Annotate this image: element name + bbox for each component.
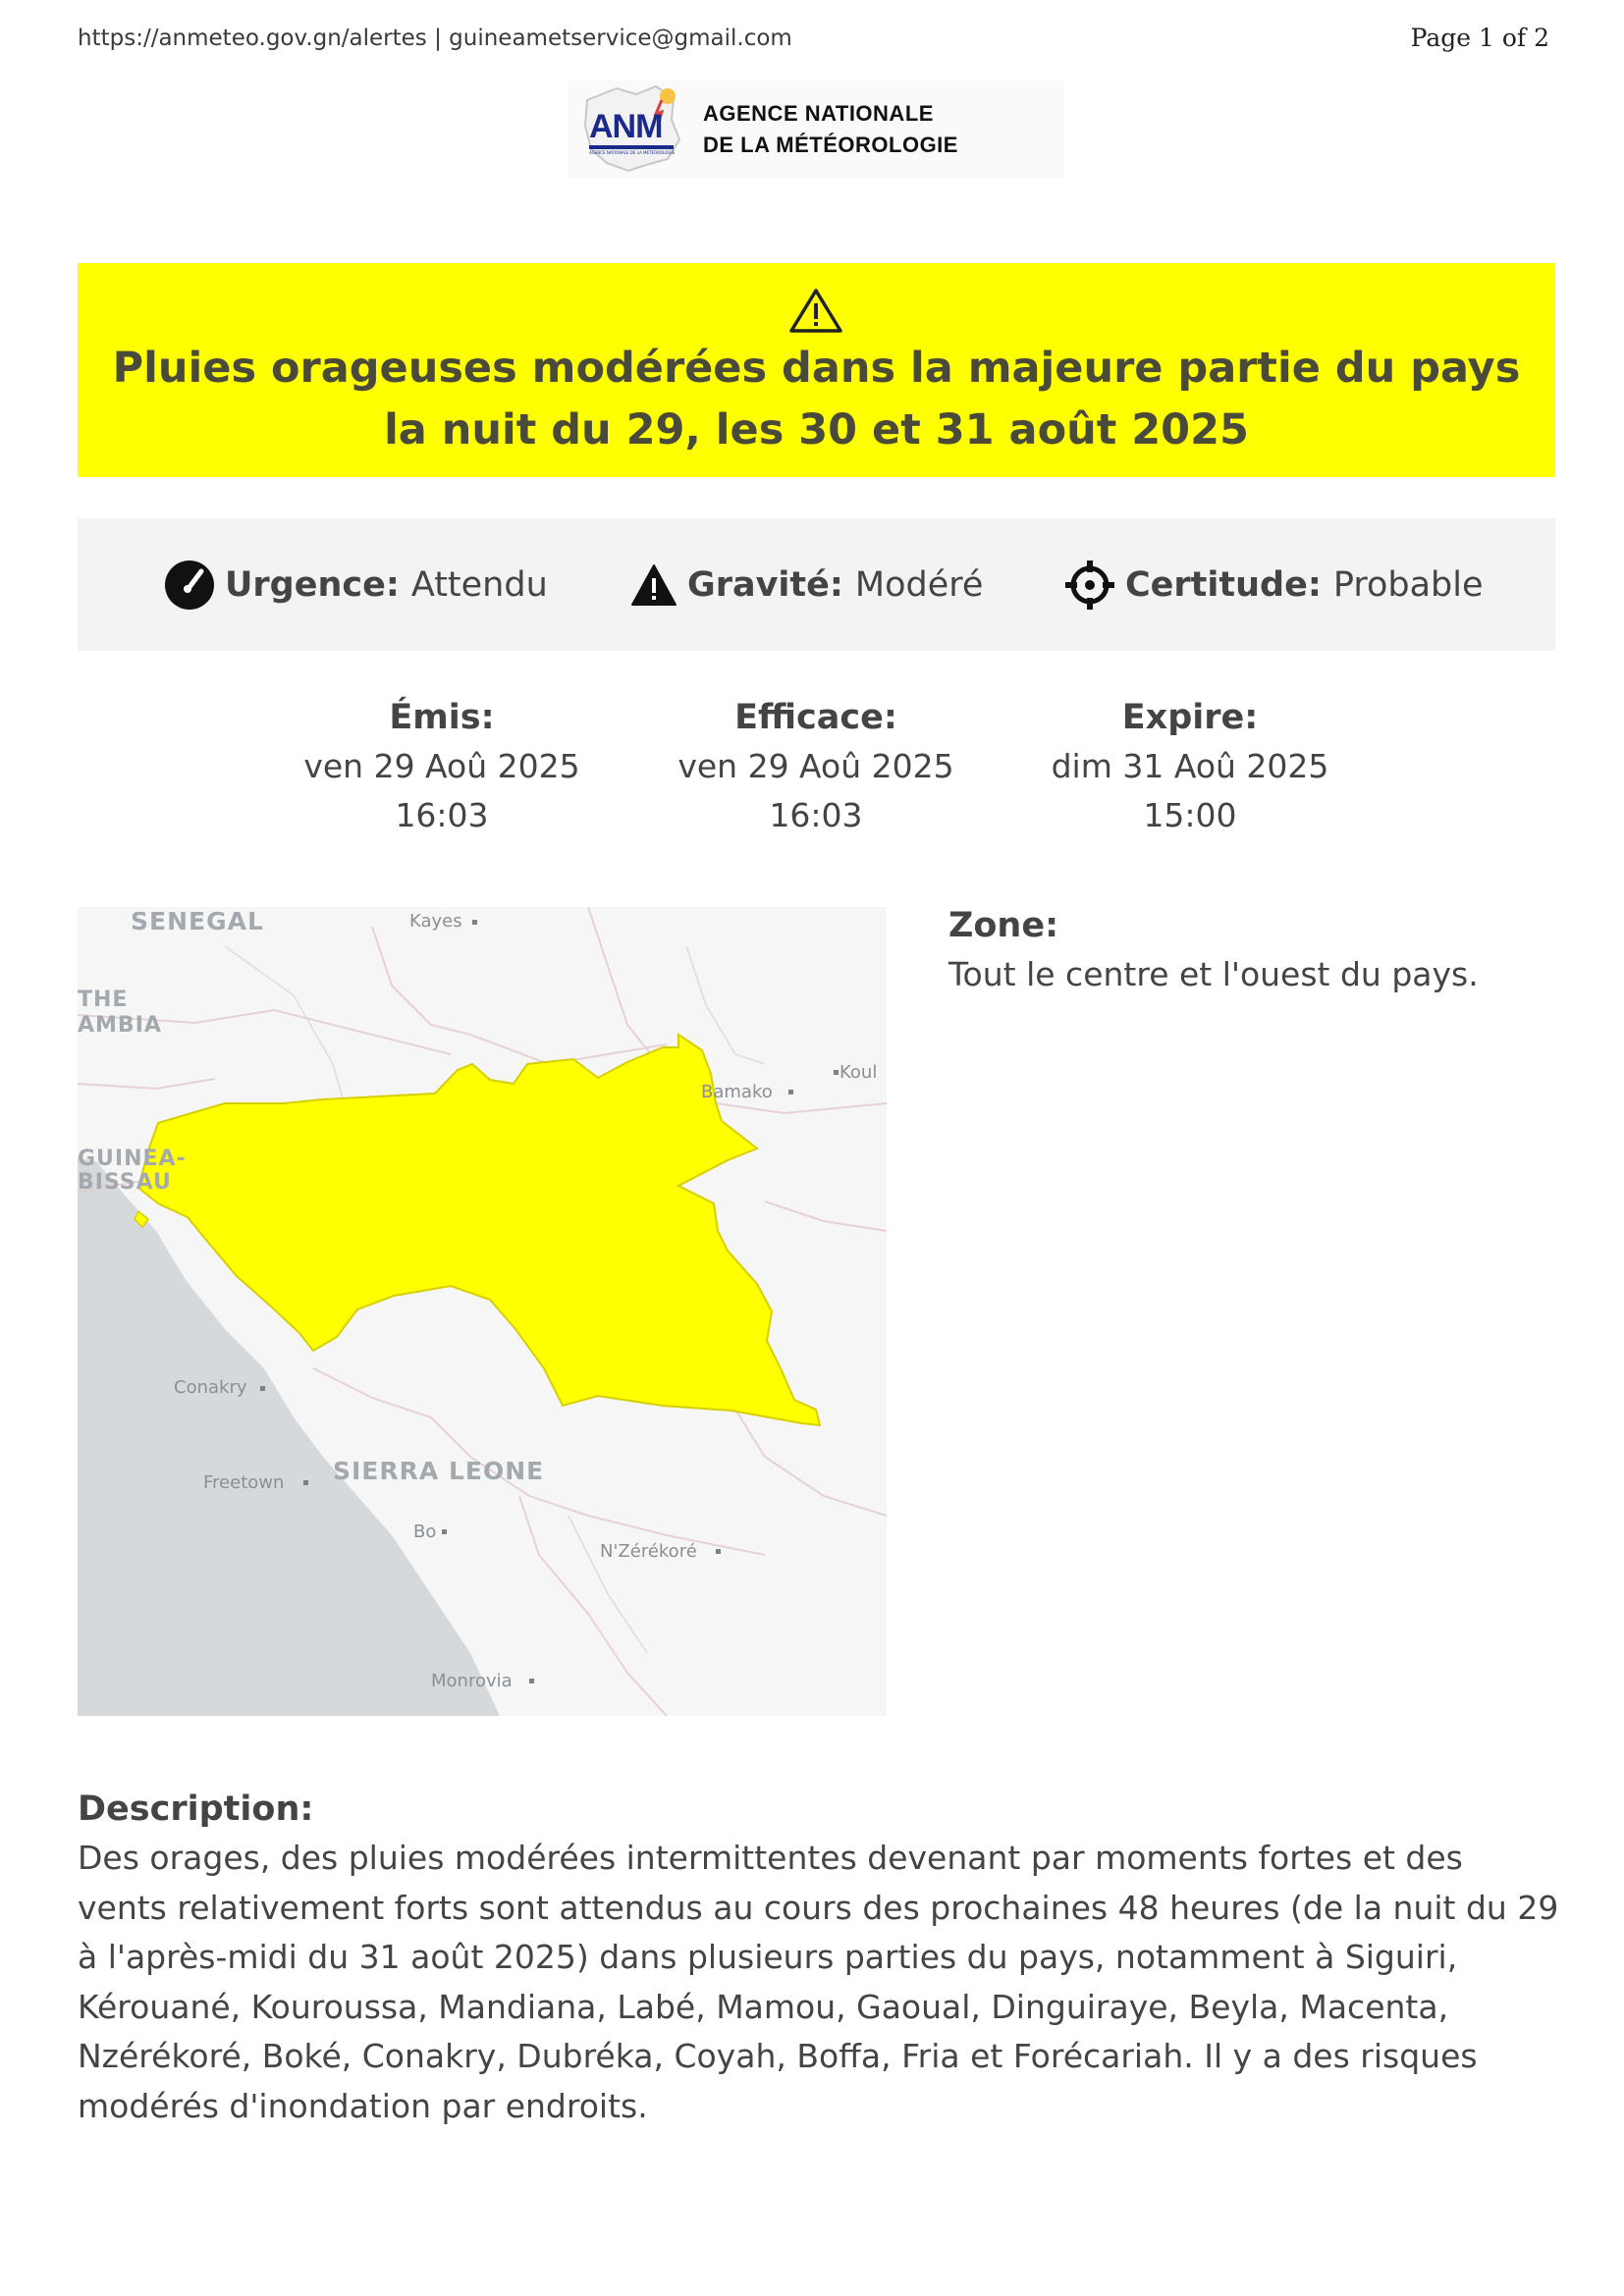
warning-triangle-icon <box>788 287 843 334</box>
zone-value: Tout le centre et l'ouest du pays. <box>948 955 1479 993</box>
logo-underline <box>589 145 674 149</box>
header-source-line: https://anmeteo.gov.gn/alertes | guineametservice@gmail.com <box>78 26 792 51</box>
map-label-kayes: Kayes <box>409 911 462 932</box>
expires-block <box>1033 693 1347 840</box>
alert-title-line1: Pluies orageuses modérées dans la majeure partie du pays <box>112 344 1521 393</box>
gauge-icon <box>164 560 215 611</box>
agency-name-line2: DE LA MÉTÉOROLOGIE <box>703 133 958 157</box>
issued-time: 16:03 <box>395 796 489 834</box>
urgency-value: Attendu <box>410 565 548 605</box>
map-label-sierra-leone: SIERRA LEONE <box>333 1457 545 1485</box>
crosshair-icon <box>1064 560 1115 611</box>
map-canvas <box>78 907 887 1716</box>
severity-item <box>630 560 983 611</box>
certainty-item <box>1064 560 1484 611</box>
map-label-ambia: AMBIA <box>78 1013 162 1038</box>
agency-name-line1: AGENCE NATIONALE <box>703 101 934 126</box>
map-label-bo: Bo <box>413 1522 437 1542</box>
map-label-bissau: BISSAU <box>78 1170 172 1195</box>
page-indicator: Page 1 of 2 <box>1410 24 1549 52</box>
effective-date: ven 29 Aoû 2025 <box>677 747 954 785</box>
agency-name <box>703 98 958 161</box>
map-label-koul: Koul <box>839 1062 878 1083</box>
issued-label: Émis: <box>389 698 495 737</box>
severity-label: Gravité: <box>687 565 843 605</box>
expires-time: 15:00 <box>1143 796 1237 834</box>
alert-meta-panel <box>78 518 1555 651</box>
map-label-monrovia: Monrovia <box>431 1671 513 1691</box>
zone-block <box>948 901 1479 999</box>
logo-small-text: AGENCE NATIONALE DE LA MÉTÉOROLOGIE <box>589 150 676 155</box>
effective-time: 16:03 <box>769 796 863 834</box>
warning-filled-icon <box>630 563 677 607</box>
alert-title <box>78 338 1555 461</box>
map-label-freetown: Freetown <box>203 1472 285 1493</box>
description-text: Des orages, des pluies modérées intermittentes devenant par moments fortes et des vents relativement forts sont attendus au cours des prochaines 48 heures (de la nuit du 29 à l'après-midi du 31 août 2025) dans plusieurs parties du pays, notamment à Siguiri, Kérouané, Kouroussa, Mandiana, Labé, Mamou, Gaoual, Dinguiraye, Beyla, Macenta, Nzérékoré, Boké, Conakry, Dubréka, Coyah, Boffa, Fria et Forécariah. Il y a des risques modérés d'inondation par endroits. <box>78 1839 1559 2125</box>
alert-title-line2: la nuit du 29, les 30 et 31 août 2025 <box>384 405 1249 454</box>
map-label-senegal: SENEGAL <box>131 907 264 935</box>
map-label-bamako: Bamako <box>701 1082 773 1102</box>
issued-date: ven 29 Aoû 2025 <box>303 747 580 785</box>
agency-logo <box>568 80 1064 179</box>
certainty-label: Certitude: <box>1125 565 1322 605</box>
description-label: Description: <box>78 1789 314 1829</box>
expires-date: dim 31 Aoû 2025 <box>1051 747 1329 785</box>
effective-block <box>659 693 973 840</box>
map-label-guinea: GUINEA- <box>78 1147 187 1171</box>
logo-acronym: ANM <box>589 108 663 145</box>
map-label-conakry: Conakry <box>174 1377 247 1398</box>
anm-emblem <box>577 80 685 179</box>
severity-value: Modéré <box>854 565 984 605</box>
issued-block <box>285 693 599 840</box>
urgency-item <box>164 560 548 611</box>
alert-banner <box>78 263 1555 477</box>
expires-label: Expire: <box>1121 698 1259 737</box>
alert-map <box>78 907 887 1716</box>
zone-label: Zone: <box>948 906 1059 945</box>
urgency-label: Urgence: <box>225 565 400 605</box>
certainty-value: Probable <box>1332 565 1484 605</box>
description-block <box>78 1785 1560 2131</box>
effective-label: Efficace: <box>734 698 897 737</box>
map-label-the: THE <box>78 988 129 1012</box>
map-label-nzerekore: N'Zérékoré <box>600 1541 697 1562</box>
